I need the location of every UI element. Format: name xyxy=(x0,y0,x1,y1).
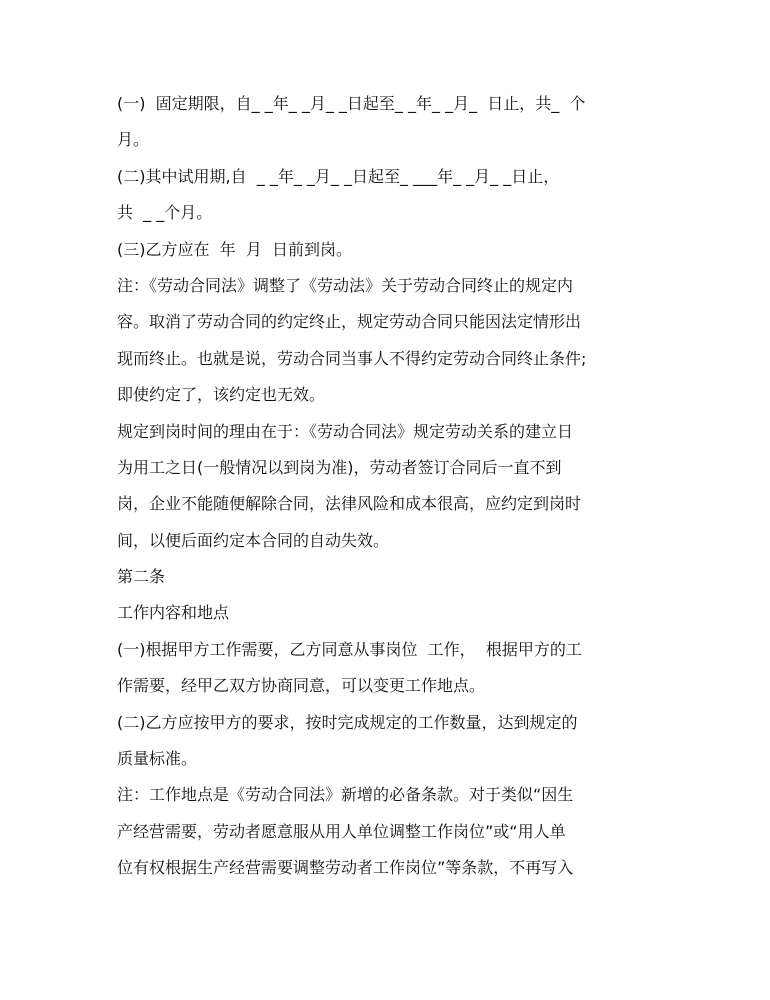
document-body xyxy=(117,86,662,887)
text-line: (二)其中试用期,自 _ _年_ _月_ _日起至_ ___年_ _月_ _日止， xyxy=(117,166,560,186)
text-line: 间，以便后面约定本合同的自动失效。 xyxy=(117,530,390,550)
text-line: 注：工作地点是《劳动合同法》新增的必备条款。对于类似“因生 xyxy=(117,785,574,805)
text-line: 产经营需要，劳动者愿意服从用人单位调整工作岗位”或“用人单 xyxy=(117,821,566,841)
text-line: 共 _ _个月。 xyxy=(117,203,213,223)
text-line: 注：《劳动合同法》调整了《劳动法》关于劳动合同终止的规定内 xyxy=(117,275,574,295)
text-line: 质量标准。 xyxy=(117,749,198,769)
text-line: 为用工之日(一般情况以到岗为准)，劳动者签订合同后一直不到 xyxy=(117,457,562,477)
text-line: 即使约定了，该约定也无效。 xyxy=(117,385,326,405)
text-line: 规定到岗时间的理由在于：《劳动合同法》规定劳动关系的建立日 xyxy=(117,421,574,441)
text-line: 工作内容和地点 xyxy=(117,603,230,623)
text-line: 岗，企业不能随便解除合同，法律风险和成本很高，应约定到岗时 xyxy=(117,494,582,514)
text-line: (二)乙方应按甲方的要求，按时完成规定的工作数量，达到规定的 xyxy=(117,712,578,732)
text-line: 容。取消了劳动合同的约定终止，规定劳动合同只能因法定情形出 xyxy=(117,312,582,332)
text-line: 月。 xyxy=(117,130,150,150)
text-line: (一)根据甲方工作需要，乙方同意从事岗位 工作， 根据甲方的工 xyxy=(117,639,582,659)
text-line: (一) 固定期限，自_ _年_ _月_ _日起至_ _年_ _月_ 日止，共_ 个 xyxy=(117,94,586,113)
text-line: 第二条 xyxy=(117,567,166,587)
text-line: 现而终止。也就是说，劳动合同当事人不得约定劳动合同终止条件; xyxy=(117,348,587,368)
text-line: 作需要，经甲乙双方协商同意，可以变更工作地点。 xyxy=(117,676,486,696)
text-line: (三)乙方应在 年 月 日前到岗。 xyxy=(117,239,353,259)
text-line: 位有权根据生产经营需要调整劳动者工作岗位”等条款，不再写入 xyxy=(117,858,574,878)
